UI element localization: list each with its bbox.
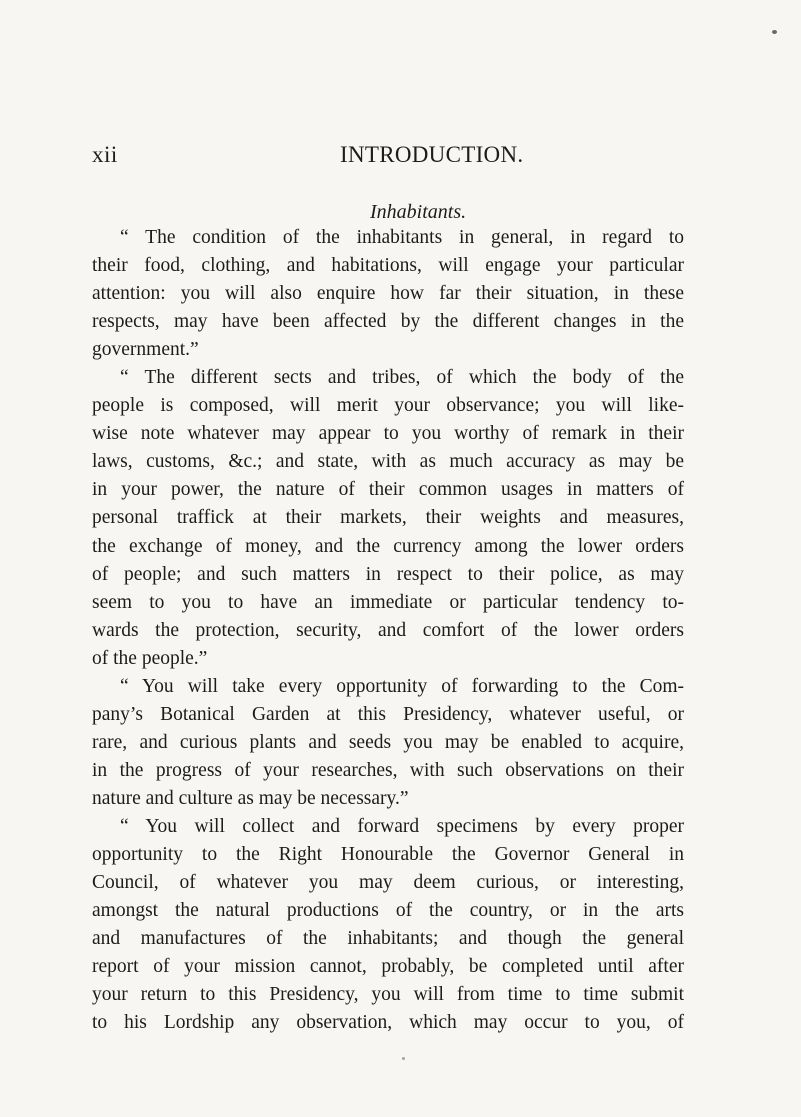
text-line: attention: you will also enquire how far their situation, in these — [92, 283, 684, 305]
body-text — [92, 224, 684, 1037]
text-line: of people; and such matters in respect to their police, as may — [92, 563, 684, 585]
text-line: to his Lordship any observation, which may occur to you, of — [92, 1012, 684, 1034]
text-line: wards the protection, security, and comfort of the lower orders — [92, 619, 684, 641]
page-number: xii — [92, 142, 118, 167]
text-line: rare, and curious plants and seeds you may be enabled to acquire, — [92, 731, 684, 753]
text-line: pany’s Botanical Garden at this Presidency, whatever useful, or — [92, 703, 684, 725]
text-line: respects, may have been affected by the different changes in the — [92, 311, 684, 333]
text-line: their food, clothing, and habitations, will engage your particular — [92, 255, 684, 277]
text-line: Council, of whatever you may deem curious, or interesting, — [92, 872, 684, 894]
text-line: amongst the natural productions of the country, or in the arts — [92, 900, 684, 922]
text-line: wise note whatever may appear to you worthy of remark in their — [92, 423, 684, 445]
text-line: “ The different sects and tribes, of which the body of the — [120, 367, 684, 389]
text-line: report of your mission cannot, probably, be completed until after — [92, 956, 684, 978]
text-line: personal traffick at their markets, their weights and measures, — [92, 507, 684, 529]
text-line: seem to you to have an immediate or particular tendency to- — [92, 591, 684, 613]
text-line: people is composed, will merit your observance; you will like- — [92, 395, 684, 417]
text-line: your return to this Presidency, you will from time to time submit — [92, 984, 684, 1006]
text-line: in your power, the nature of their common usages in matters of — [92, 479, 684, 501]
text-line: “ You will take every opportunity of forwarding to the Com- — [120, 675, 684, 697]
text-line: and manufactures of the inhabitants; and though the general — [92, 928, 684, 950]
running-title: INTRODUCTION. — [340, 142, 524, 167]
text-line: of the people.” — [92, 647, 208, 669]
text-line: “ The condition of the inhabitants in general, in regard to — [120, 227, 684, 248]
paper-speck — [772, 30, 777, 34]
text-line: government.” — [92, 339, 199, 361]
section-heading: Inhabitants. — [370, 201, 467, 223]
paper-speck — [402, 1057, 405, 1060]
running-header — [92, 142, 684, 176]
text-line: opportunity to the Right Honourable the Governor General in — [92, 844, 684, 866]
text-line: laws, customs, &c.; and state, with as much accuracy as may be — [92, 451, 684, 473]
text-line: “ You will collect and forward specimens by every proper — [120, 815, 684, 837]
text-line: in the progress of your researches, with such observations on their — [92, 759, 684, 781]
text-line: the exchange of money, and the currency among the lower orders — [92, 535, 684, 557]
text-line: nature and culture as may be necessary.” — [92, 787, 409, 809]
